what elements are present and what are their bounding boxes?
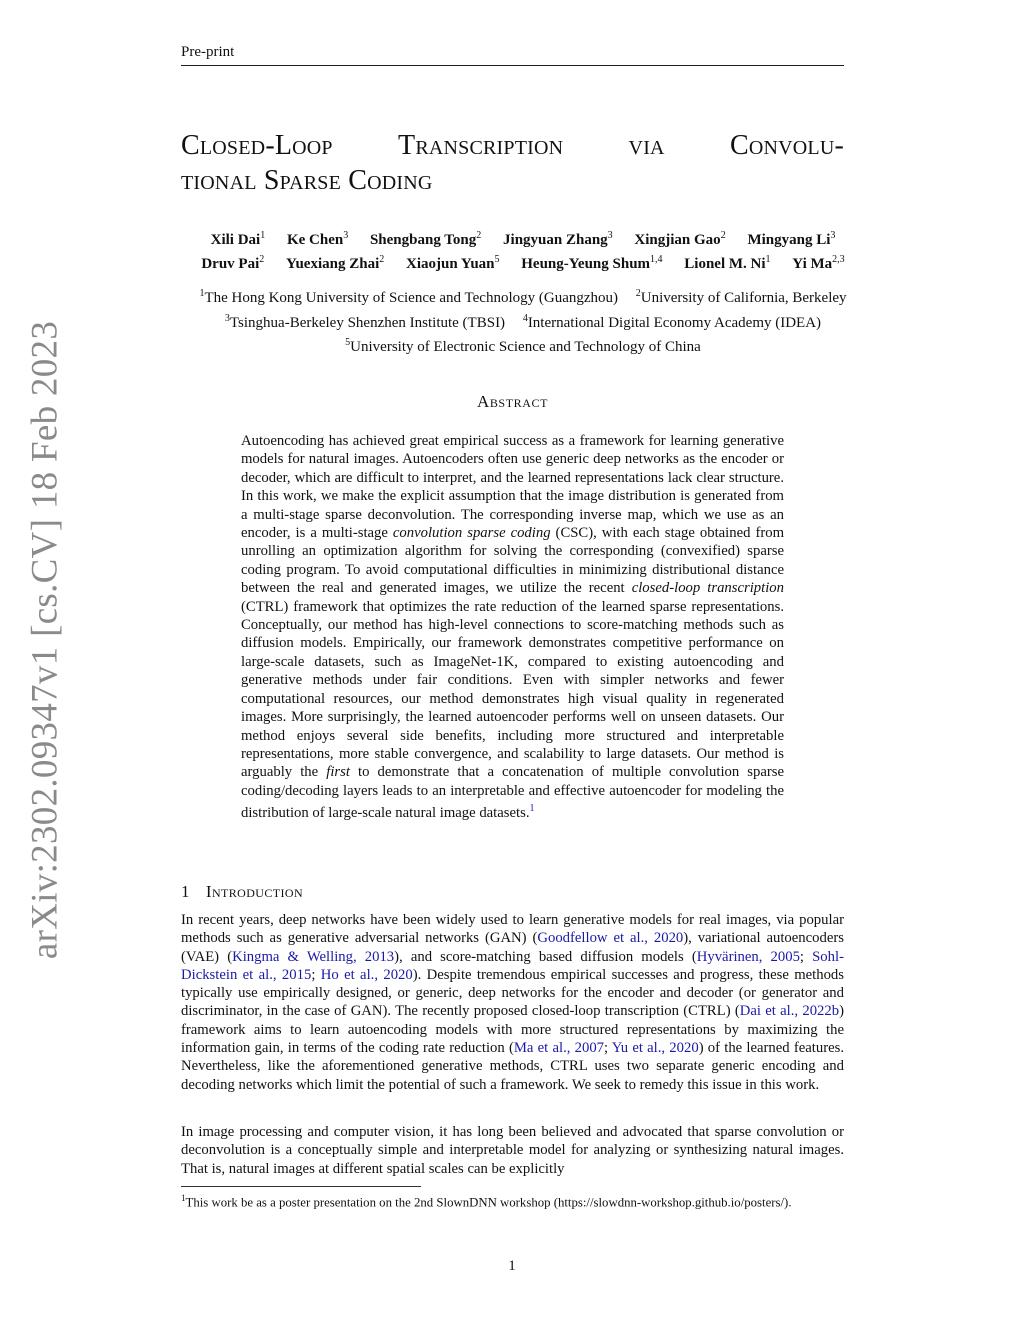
author: Jingyuan Zhang$^3$ (503, 230, 613, 248)
page-number: 1 (508, 1258, 516, 1274)
title-line-1 (181, 128, 844, 163)
author: Yuexiang Zhai$^2$ (286, 254, 385, 272)
author-line-2 (170, 250, 876, 274)
abstract-body: Autoencoding has achieved great empirical success as a framework for learning generative models for natural images. Autoencoders often use generic deep networks as the encoder or decoder, which are difficult to interpret, and the learned representations lack clear structure. In this work, we make the explicit assumption that the image distribution is generated from a multi-stage sparse deconvolution. The corresponding inverse map, which we use as an encoder, is a multi-stage convolution sparse coding (CSC), with each stage obtained from unrolling an optimization algorithm for solving the corresponding (convexified) sparse coding program. To avoid computational difficulties in minimizing distributional distance between the real and generated images, we utilize the recent closed-loop transcription (CTRL) framework that optimizes the rate reduction of the learned sparse representations. Conceptually, our method has high-level connections to score-matching methods such as diffusion models. Empirically, our framework demonstrates competitive performance on large-scale datasets, such as ImageNet-1K, compared to existing autoencoding and generative methods under fair conditions. Even with simpler networks and fewer computational resources, our method demonstrates high visual quality in regenerated images. More surprisingly, the learned autoencoder performs well on unseen datasets. Our method enjoys several side benefits, including more structured and interpretable representations, more stable convergence, and scalability to large datasets. Our method is arguably the first to demonstrate that a concatenation of multiple convolution sparse coding/decoding layers leads to an interpretable and effective autoencoder for modeling the distribution of large-scale natural image datasets.$^1$ (241, 433, 785, 822)
author: Shengbang Tong$^2$ (369, 230, 482, 248)
author: Yi Ma$^{2,3}$ (792, 254, 845, 272)
affiliation: $^5$University of Electronic Science and Technology of China (345, 337, 701, 355)
affiliation: $^1$The Hong Kong University of Science and Technology (Guangzhou) (199, 288, 619, 306)
section-title: Introduction (205, 882, 304, 901)
intro-paragraph-2: In image processing and computer vision, it has long been believed and advocated that sparse convolution or deconvolution is a conceptually simple and interpretable model for analyzing or synthesizing natural images. That is, natural images at different spatial scales can be explicitly (181, 1124, 844, 1177)
affiliation: $^2$University of California, Berkeley (635, 288, 847, 306)
author: Mingyang Li$^3$ (747, 230, 836, 248)
citation-link[interactable]: Ma et al., 2007 (513, 1040, 605, 1057)
section-number: 1 (181, 882, 190, 901)
affiliation: $^3$Tsinghua-Berkeley Shenzhen Institute (TBSI) (224, 312, 506, 331)
author: Ke Chen$^3$ (286, 230, 349, 248)
author: Heung-Yeung Shum$^{1,4}$ (521, 254, 663, 272)
citation-link[interactable]: Dai et al., 2022b (739, 1003, 840, 1020)
author: Xili Dai$^1$ (210, 230, 266, 248)
citation-link[interactable]: Kingma & Welling, 2013 (232, 948, 395, 965)
section-heading (181, 882, 303, 902)
citation-link[interactable]: Yu et al., 2020 (611, 1040, 699, 1057)
citation-link[interactable]: Hyvärinen, 2005 (696, 948, 800, 965)
abstract-emphasis: first (326, 764, 350, 781)
arxiv-identifier-text: arXiv:2302.09347v1 [cs.CV] 18 Feb 2023 (24, 320, 66, 960)
title-word: Closed-Loop (181, 130, 333, 161)
title-word: via (628, 130, 665, 161)
running-header: Pre-print (181, 44, 235, 60)
affiliation-list (150, 284, 896, 358)
abstract-emphasis: closed-loop transcription (631, 580, 784, 597)
footnote-text: This work be as a poster presentation on the 2nd SlownDNN workshop (https://slowdnn-workshop.github.io/posters/). (185, 1195, 792, 1210)
citation-link[interactable]: Goodfellow et al., 2020 (537, 930, 684, 947)
author: Lionel M. Ni$^1$ (684, 254, 771, 272)
affiliation-line-2 (150, 309, 896, 334)
citation-link[interactable]: Sohl-Dickstein et al., 2015 (181, 948, 844, 983)
title-line-2: tional Sparse Coding (181, 165, 433, 196)
author: Xingjian Gao$^2$ (634, 230, 726, 248)
title-word: Transcription (398, 130, 564, 161)
affiliation: $^4$International Digital Economy Academy (IDEA) (522, 312, 822, 331)
footnote-rule (181, 1186, 421, 1187)
abstract-heading: Abstract (476, 392, 549, 411)
header-rule (181, 65, 844, 66)
intro-paragraph-1: In recent years, deep networks have been widely used to learn generative models for real images, via popular methods such as generative adversarial networks (GAN) (Goodfellow et al., 2020), variational autoencoders (VAE) (Kingma & Welling, 2013), and score-matching based diffusion models (Hyvärinen, 2005; Sohl-Dickstein et al., 2015; Ho et al., 2020). Despite tremendous empirical successes and progress, these methods typically use empirically designed, or generic, deep networks for the encoder and decoder (or generator and discriminator, in the case of GAN). The recently proposed closed-loop transcription (CTRL) (Dai et al., 2022b) framework aims to learn autoencoding models with more structured representations by maximizing the information gain, in terms of the coding rate reduction (Ma et al., 2007; Yu et al., 2020) of the learned features. Nevertheless, like the aforementioned generative methods, CTRL uses two separate generic encoding and decoding networks which limit the potential of such a framework. We seek to remedy this issue in this work. (181, 912, 844, 1093)
affiliation-line-3 (150, 333, 896, 358)
affiliation-line-1 (150, 284, 896, 309)
author: Xiaojun Yuan$^5$ (405, 254, 500, 272)
footnote-link[interactable]: 1 (529, 803, 535, 815)
author-line-1 (170, 226, 876, 250)
paper-title (181, 128, 844, 198)
citation-link[interactable]: Ho et al., 2020 (320, 966, 413, 983)
title-word: Convolu- (729, 130, 844, 161)
abstract-emphasis: convolution sparse coding (392, 525, 551, 542)
author-list (170, 226, 876, 274)
footnote-mark: 1 (181, 1193, 186, 1203)
author: Druv Pai$^2$ (201, 254, 265, 272)
footnote (181, 1190, 844, 1211)
